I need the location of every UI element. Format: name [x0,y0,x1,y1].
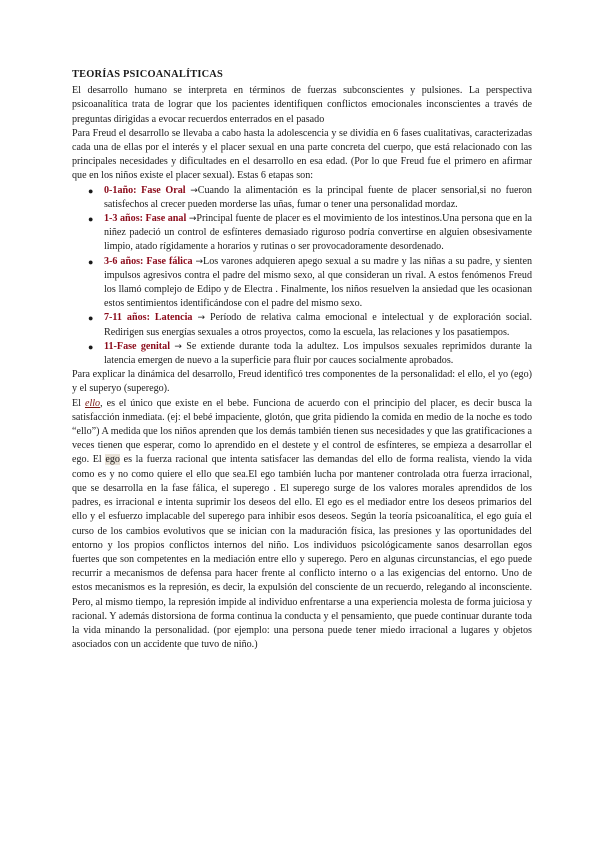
bullet-icon: ● [88,313,94,324]
bullet-icon: ● [88,214,94,225]
ello-text-2: es la fuerza racional que intenta satisfacer las demandas del ello de forma realista, viendo la vida como es y no como quiere el ello que sea.El ego también lucha por mantener controlada otra fuerza irracional, que se desarrolla en la fase fálica, el superego . El superego surge de los valores morales aprendidos de los padres, es irracional e intenta suprimir los deseos del ello. El ego es el mediador entre los deseos primarios del ello y el esfuerzo implacable del superego para inhibir esos deseos. Según la teoría psicoanalítica, el ego guía el curso de los cambios evolutivos que se inician con la maduración física, las presiones y las oportunidades del entorno y los propios conflictos internos del niño. Los individuos psicológicamente sanos desarrollan egos fuertes que son competentes en la mediación entre ello y superego. Pero en algunas circunstancias, el ego puede recurrir a mecanismos de defensa para hacer frente al conflicto interno o a las exigencias del entorno. Uno de estos mecanismos es la represión, es decir, la expulsión del consciente de un recuerdo, relegando al inconsciente. Pero, al mismo tiempo, la represión impide al individuo enfrentarse a una experiencia molesta de forma juiciosa y racional. Y además distorsiona de forma continua la conducta y el pensamiento, que puede continuar durante toda la vida minando la personalidad. (por ejemplo: una persona puede tener miedo irracional a lugares y objetos asociados con un accidente que tuvo de niño.) [72,454,532,651]
arrow-icon: → [190,185,198,196]
arrow-icon: → [188,214,197,225]
arrow-icon: → [174,341,182,352]
arrow-icon: → [195,256,204,267]
ello-text-1: , es el único que existe en el bebe. Funciona de acuerdo con el principio del placer, es decir busca la satisfacción inmediata. (ej: el bebé impaciente, glotón, que grita pidiendo la comida en medio de la noche es todo “ello”) A medida que los niños aprenden que los demás también tienen sus necesidades y que las gratificaciones a veces tienen que esperar, como lo aprendido en el destete y el control de esfínteres, se empieza a desarrollar el ego. El [72,397,532,466]
arrow-icon: → [197,313,206,324]
stage-item-oral [88,184,532,212]
bullet-icon: ● [88,341,94,352]
stage-label: 1-3 años: Fase anal [104,213,187,225]
components-paragraph: Para explicar la dinámica del desarrollo, Freud identificó tres componentes de la personalidad: el ello, el yo (ego) y el superyo (superego). [72,369,532,395]
stage-label: 11-Fase genital [104,340,171,352]
ego-highlight: ego [105,454,120,466]
stage-text: Los varones adquieren apego sexual a su madre y las niñas a su padre, y sienten impulsos agresivos contra el padre del mismo sexo, al que consideran un rival. A estos fenómenos Freud los llamó complejo de Edipo y de Electra . Finalmente, los niños resuelven la ansiedad que les ocasionan estos sentimientos identificándose con el padre del mismo sexo. [104,255,532,310]
stages-list [72,184,532,369]
stage-item-genital [88,340,532,368]
stage-item-anal [88,212,532,255]
stage-text: Período de relativa calma emocional e intelectual y de exploración social. Redirigen sus energías sexuales a otros proyectos, como la escuela, las relaciones y los pasatiempos. [104,312,532,338]
freud-paragraph: Para Freud el desarrollo se llevaba a cabo hasta la adolescencia y se dividía en 6 fases cualitativas, caracterizadas cada una de ellas por el interés y el placer sexual en una parte concreta del cuerpo, que está relacionado con las principales necesidades y dificultades en el desarrollo en esa edad. (Por lo que Freud fue el primero en afirmar que en los niños existe el placer sexual). Estas 6 etapas son: [72,127,532,182]
document-page [72,68,532,652]
stage-item-falica [88,255,532,312]
stage-text: Se extiende durante toda la adultez. Los impulsos sexuales reprimidos durante la latencia emergen de nuevo a la superficie para fluir por cauces socialmente aprobados. [104,340,532,367]
stage-text: Cuando la alimentación es la principal fuente de placer sensorial,si no fueron satisfechos al crecer pueden morderse las uñas, fumar o tener una personalidad mordaz. [104,184,532,210]
stage-label: 7-11 años: Latencia [104,312,193,324]
ello-paragraph [72,397,532,653]
ello-term: ello [84,397,101,409]
document-title: TEORÍAS PSICOANALÍTICAS [72,69,223,80]
stage-label: 3-6 años: Fase fálica [104,255,193,267]
stage-label: 0-1año: Fase Oral [104,184,186,196]
stage-item-latencia [88,311,532,339]
bullet-icon: ● [88,185,94,196]
intro-paragraph: El desarrollo humano se interpreta en términos de fuerzas subconscientes y pulsiones. La perspectiva psicoanalítica trata de lograr que los pacientes identifiquen conflictos emocionales inconscientes a través de preguntas dirigidas a evocar recuerdos enterrados en el pasado [72,85,532,125]
ello-prefix: El [72,397,81,409]
bullet-icon: ● [88,256,94,267]
stage-text: Principal fuente de placer es el movimiento de los intestinos.Una persona que en la niñez padeció un control de esfínteres demasiado riguroso podría convertirse en alguien obsesivamente limpio, atado rígidamente a horarios y rutinas o ser provocadoramente desordenado. [104,213,532,253]
